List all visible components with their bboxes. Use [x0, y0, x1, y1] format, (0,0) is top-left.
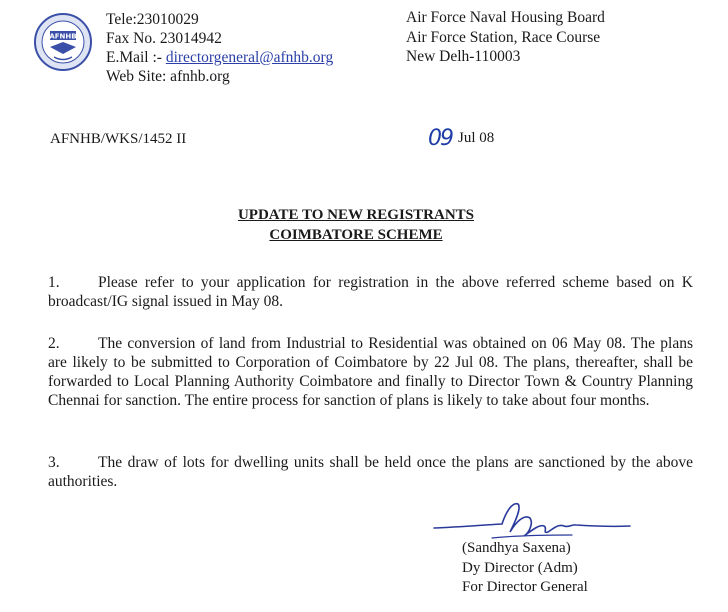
subject-title-line-1: UPDATE TO NEW REGISTRANTS — [237, 207, 475, 223]
fax: Fax No. 23014942 — [106, 30, 222, 47]
paragraph-1 — [48, 273, 693, 311]
telephone: Tele:23010029 — [106, 11, 199, 28]
address-line-3: New Delh-110003 — [406, 48, 521, 65]
address-block — [406, 8, 605, 67]
paragraph-text: The conversion of land from Industrial to Residential was obtained on 06 May 08. The plans are likely to be submitted to Corporation of Coimbatore by 22 Jul 08. The plans, thereafter, shall be forwarded to Local Planning Authority Coimbatore and finally to Director Town & Country Planning Chennai for sanction. The entire process for sanction of plans is likely to take about four months. — [48, 335, 693, 409]
email-label: E.Mail :- — [106, 49, 166, 66]
contact-block — [106, 10, 333, 86]
paragraph-2 — [48, 334, 693, 410]
paragraph-text: Please refer to your application for registration in the above referred scheme based on K broadcast/IG signal issued in May 08. — [48, 274, 693, 310]
paragraph-text: The draw of lots for dwelling units shall be held once the plans are sanctioned by the above authorities. — [48, 454, 693, 490]
subject-title-line-2: COIMBATORE SCHEME — [269, 227, 443, 243]
svg-text:AFNHB: AFNHB — [49, 32, 77, 41]
signatory-name: (Sandhya Saxena) — [462, 540, 571, 556]
reference-number: AFNHB/WKS/1452 II — [50, 131, 187, 147]
email-link[interactable]: directorgeneral@afnhb.org — [165, 49, 334, 66]
handwritten-day: 09 — [428, 126, 452, 151]
letter-date — [428, 126, 494, 151]
website: Web Site: afnhb.org — [106, 68, 230, 85]
paragraph-number: 2. — [48, 335, 60, 352]
address-line-2: Air Force Station, Race Course — [406, 28, 601, 46]
handwritten-signature — [432, 494, 632, 544]
email-line — [106, 48, 333, 67]
paragraph-3 — [48, 453, 693, 491]
month-year: Jul 08 — [458, 130, 495, 146]
signature-block — [462, 539, 588, 598]
afnhb-seal-icon — [32, 12, 94, 72]
paragraph-number: 3. — [48, 454, 60, 471]
paragraph-number: 1. — [48, 274, 60, 291]
signatory-designation: Dy Director (Adm) — [462, 559, 578, 576]
signatory-for-line: For Director General — [462, 579, 588, 595]
address-line-1: Air Force Naval Housing Board — [406, 9, 605, 26]
